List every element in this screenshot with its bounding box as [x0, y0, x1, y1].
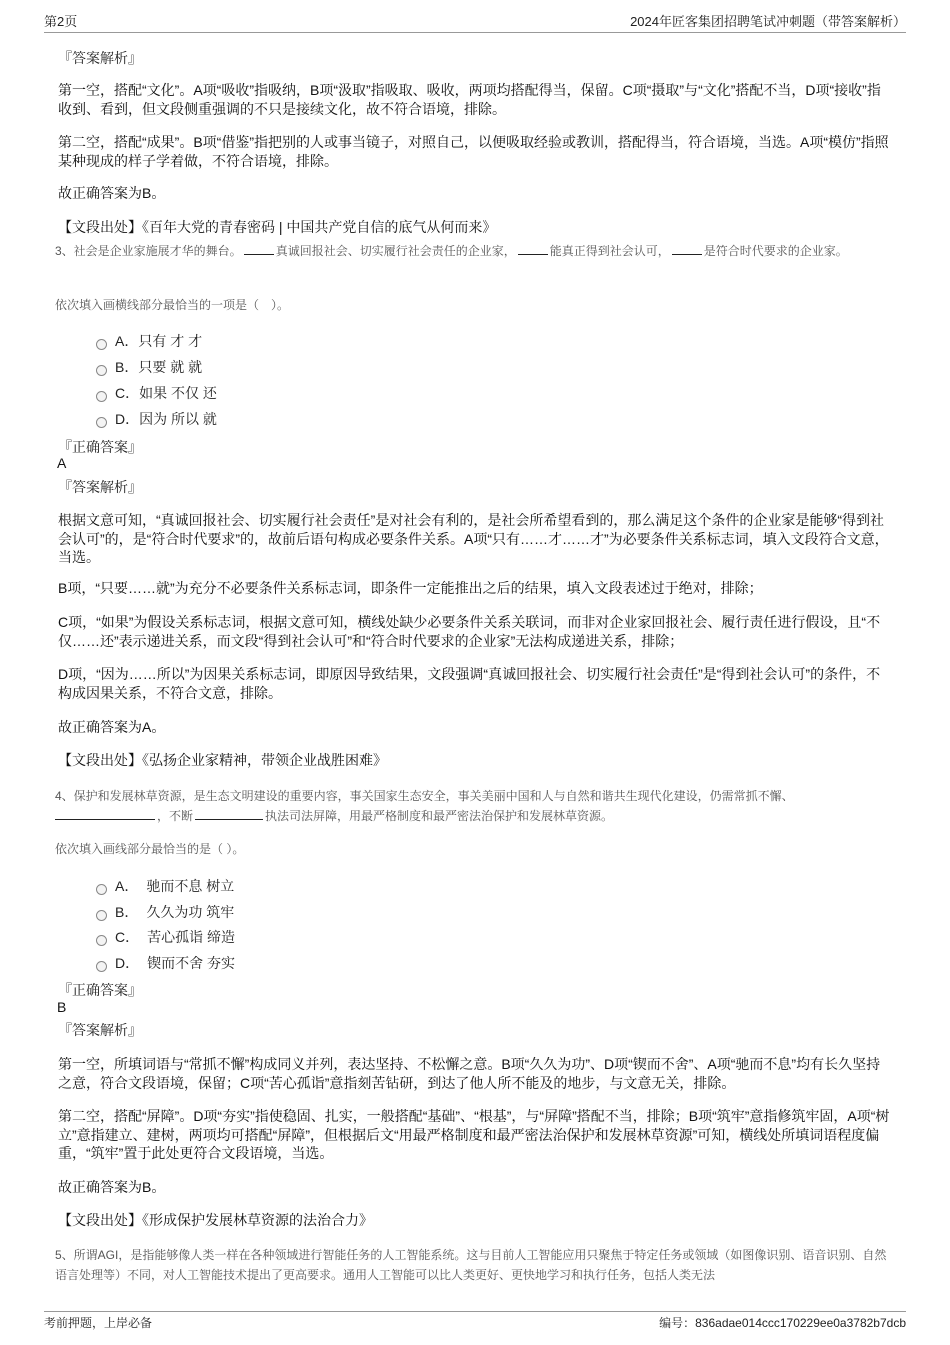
analysis-paragraph: 第一空，搭配“文化”。A项“吸收”指吸纳，B项“汲取”指吸取、吸收，两项均搭配得当，保留。C项“摄取”与“文化”搭配不当，D项“接收”指收到、看到，但文段侧重强调的不只是接续文化，故不符合语境，排除。: [58, 82, 881, 117]
correct-answer-label: 『正确答案』: [58, 439, 142, 455]
source-citation: 【文段出处】《弘扬企业家精神，带领企业战胜困难》: [58, 752, 387, 768]
question-prompt: 依次填入画线部分最恰当的是（ ）。: [55, 842, 245, 856]
analysis-paragraph: D项，“因为……所以”为因果关系标志词，即原因导致结果，文段强调“真诚回报社会、切实履行社会责任”是“得到社会认可”的条件，不构成因果关系，不符合文意，排除。: [58, 666, 881, 701]
blank: [518, 243, 548, 255]
option-key: C．: [115, 929, 140, 945]
question-prompt: 依次填入画横线部分最恰当的一项是（ ）。: [55, 298, 290, 312]
option-text: 驰而不息 树立: [146, 878, 235, 894]
radio-icon[interactable]: [96, 365, 107, 376]
blank: [55, 808, 155, 820]
option-key: C．: [115, 385, 140, 401]
question-text-part: 3、社会是企业家施展才华的舞台。: [55, 244, 242, 258]
conclusion: 故正确答案为A。: [58, 719, 166, 735]
blank: [195, 808, 263, 820]
analysis-label: 『答案解析』: [58, 1022, 142, 1038]
option-text: 久久为功 筑牢: [146, 904, 235, 920]
document-id: 编号：836adae014ccc170229ee0a3782b7dcb: [659, 1316, 906, 1330]
option-text: 因为 所以 就: [139, 411, 217, 427]
radio-icon[interactable]: [96, 339, 107, 350]
option-b[interactable]: [96, 902, 234, 922]
option-key: A．: [115, 333, 139, 349]
conclusion: 故正确答案为B。: [58, 1179, 166, 1195]
radio-icon[interactable]: [96, 961, 107, 972]
question-text-part: ，不断: [157, 809, 194, 823]
analysis-label: 『答案解析』: [58, 479, 142, 495]
document-title: 2024年匠客集团招聘笔试冲刺题（带答案解析）: [630, 14, 906, 29]
option-text: 如果 不仅 还: [139, 385, 217, 401]
question-5-text: 5、所谓AGI，是指能够像人类一样在各种领域进行智能任务的人工智能系统。这与目前人工智能应用只聚焦于特定任务或领域（如图像识别、语音识别、自然语言处理等）不同，对人工智能技术提出了更高要求。通用人工智能可以比人类更好、更快地学习和执行任务，包括人类无法: [55, 1248, 887, 1282]
option-key: B．: [115, 359, 139, 375]
option-key: D．: [115, 955, 140, 971]
page-number: 第2页: [44, 14, 78, 29]
radio-icon[interactable]: [96, 417, 107, 428]
option-text: 只有 才 才: [138, 333, 203, 349]
option-d[interactable]: [96, 953, 235, 973]
option-key: D．: [115, 411, 140, 427]
radio-icon[interactable]: [96, 935, 107, 946]
question-text-part: 真诚回报社会、切实履行社会责任的企业家，: [275, 244, 516, 258]
option-text: 锲而不舍 夯实: [147, 955, 236, 971]
option-c[interactable]: [96, 927, 235, 947]
analysis-paragraph: 第二空，搭配“成果”。B项“借鉴”指把别的人或事当镜子，对照自己，以便吸取经验或教训，搭配得当，符合语境，当选。A项“模仿”指照某种现成的样子学着做，不符合语境，排除。: [58, 134, 889, 169]
analysis-paragraph: C项，“如果”为假设关系标志词，根据文意可知，横线处缺少必要条件关系关联词，而非对企业家回报社会、履行责任进行假设，且“不仅……还”表示递进关系，而文段“得到社会认可”和“符合时代要求的企业家”无法构成递进关系，排除；: [58, 614, 881, 649]
correct-answer-label: 『正确答案』: [58, 982, 142, 998]
correct-answer: A: [57, 455, 67, 471]
source-citation: 【文段出处】《百年大党的青春密码 | 中国共产党自信的底气从何而来》: [58, 219, 497, 235]
correct-answer: B: [57, 999, 67, 1015]
radio-icon[interactable]: [96, 884, 107, 895]
radio-icon[interactable]: [96, 910, 107, 921]
conclusion: 故正确答案为B。: [58, 185, 166, 201]
analysis-paragraph: 第一空，所填词语与“常抓不懈”构成同义并列，表达坚持、不松懈之意。B项“久久为功”、D项“锲而不舍”、A项“驰而不息”均有长久坚持之意，符合文段语境，保留；C项“苦心孤诣”意指刻苦钻研，到达了他人所不能及的地步，与文意无关，排除。: [58, 1056, 881, 1091]
option-b[interactable]: [96, 357, 202, 377]
analysis-label: 『答案解析』: [58, 50, 142, 66]
header-divider: [44, 32, 906, 33]
question-3-text: [55, 242, 891, 261]
question-4-text: [55, 786, 891, 826]
source-citation: 【文段出处】《形成保护发展林草资源的法治合力》: [58, 1212, 373, 1228]
blank: [672, 243, 702, 255]
footer-divider: [44, 1311, 906, 1312]
question-text-part: 是符合时代要求的企业家。: [703, 244, 848, 258]
analysis-paragraph: 根据文意可知，“真诚回报社会、切实履行社会责任”是对社会有利的，是社会所希望看到的，那么满足这个条件的企业家是能够“得到社会认可”的，是“符合时代要求”的，故前后语句构成必要条件关系。A项“只有……才……才”为必要条件关系标志词，填入文段符合文意，当选。: [58, 512, 889, 565]
option-a[interactable]: [96, 331, 202, 351]
footer-slogan: 考前押题，上岸必备: [44, 1316, 153, 1330]
analysis-paragraph: B项，“只要……就”为充分不必要条件关系标志词，即条件一定能推出之后的结果，填入文段表述过于绝对，排除；: [58, 580, 763, 596]
question-text-part: 4、保护和发展林草资源，是生态文明建设的重要内容，事关国家生态安全，事关美丽中国和人与自然和谐共生现代化建设，仍需常抓不懈、: [55, 789, 794, 803]
option-text: 只要 就 就: [138, 359, 203, 375]
analysis-paragraph: 第二空，搭配“屏障”。D项“夯实”指使稳固、扎实，一般搭配“基础”、“根基”，与“屏障”搭配不当，排除；B项“筑牢”意指修筑牢固，A项“树立”意指建立、建树，两项均可搭配“屏障”，但根据后文“用最严格制度和最严密法治保护和发展林草资源”可知，横线处所填词语程度偏重，“筑牢”置于此处更符合文段语境，当选。: [58, 1108, 890, 1161]
question-text-part: 能真正得到社会认可，: [549, 244, 670, 258]
option-d[interactable]: [96, 409, 217, 429]
radio-icon[interactable]: [96, 391, 107, 402]
blank: [244, 243, 274, 255]
option-key: A．: [115, 878, 139, 894]
option-key: B．: [115, 904, 139, 920]
option-c[interactable]: [96, 383, 217, 403]
question-text-part: 执法司法屏障，用最严格制度和最严密法治保护和发展林草资源。: [265, 809, 614, 823]
option-a[interactable]: [96, 876, 234, 896]
option-text: 苦心孤诣 缔造: [147, 929, 236, 945]
